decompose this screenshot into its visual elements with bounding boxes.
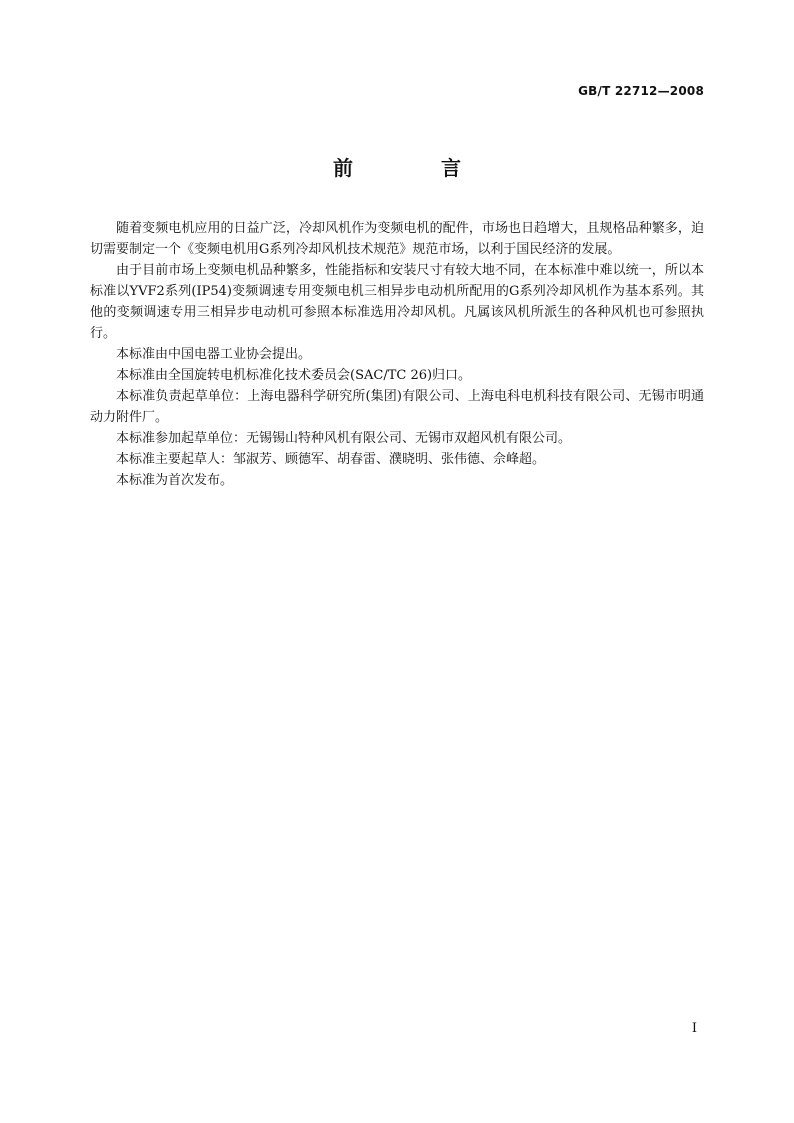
paragraph: 本标准为首次发布。 <box>116 473 234 488</box>
paragraph: 本标准由全国旋转电机标准化技术委员会(SAC/TC 26)归口。 <box>116 368 472 383</box>
paragraph: 本标准参加起草单位：无锡锡山特种风机有限公司、无锡市双超风机有限公司。 <box>116 431 572 446</box>
foreword-body <box>90 218 704 491</box>
paragraph: 本标准主要起草人：邹淑芳、顾德军、胡春雷、濮晓明、张伟德、佘峰超。 <box>116 452 546 467</box>
paragraph: 本标准负责起草单位：上海电器科学研究所(集团)有限公司、上海电科电机科技有限公司、无锡市明通动力附件厂。 <box>90 389 704 425</box>
page-title: 前 言 <box>333 156 495 180</box>
paragraph: 由于目前市场上变频电机品种繁多，性能指标和安装尺寸有较大地不同，在本标准中难以统一，所以本标准以YVF2系列(IP54)变频调速专用变频电机三相异步电动机所配用的G系列冷却风机作为基本系列。其他的变频调速专用三相异步电动机可参照本标准选用冷却风机。凡属该风机所派生的各种风机也可参照执行。 <box>90 263 704 341</box>
page-number: I <box>691 1021 697 1036</box>
paragraph: 本标准由中国电器工业协会提出。 <box>116 347 312 362</box>
standard-code: GB/T 22712—2008 <box>578 84 704 98</box>
paragraph: 随着变频电机应用的日益广泛，冷却风机作为变频电机的配件，市场也日趋增大，且规格品种繁多，迫切需要制定一个《变频电机用G系列冷却风机技术规范》规范市场，以利于国民经济的发展。 <box>90 221 704 257</box>
